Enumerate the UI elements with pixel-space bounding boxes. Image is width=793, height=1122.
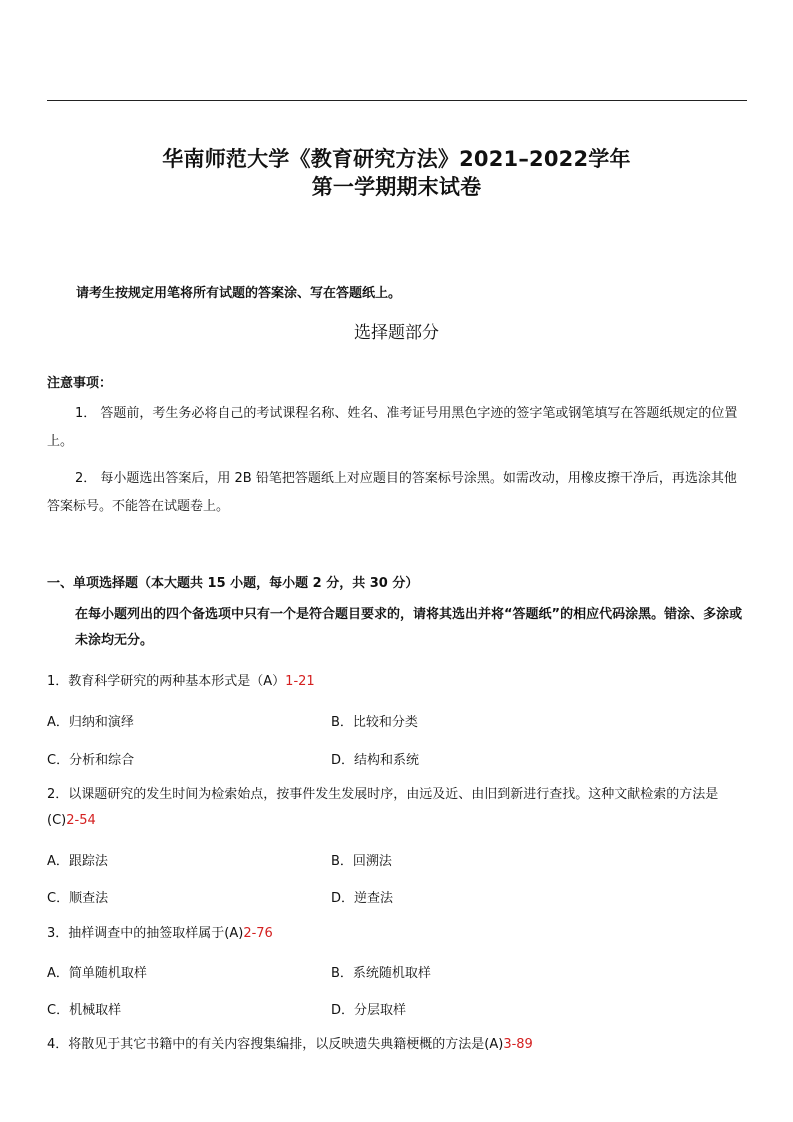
- question-4-ref: 3-89: [503, 1037, 533, 1052]
- question-1-option-d: D．结构和系统: [331, 753, 420, 768]
- answer-instruction: 请考生按规定用笔将所有试题的答案涂、写在答题纸上。: [76, 286, 402, 301]
- question-2-option-c: C．顺查法: [47, 891, 109, 906]
- question-1-ref: 1-21: [285, 674, 315, 689]
- question-2-option-d: D．逆查法: [331, 891, 394, 906]
- question-3-stem: 3．抽样调查中的抽签取样属于(A): [47, 926, 244, 941]
- part1-description: 在每小题列出的四个备选项中只有一个是符合题目要求的，请将其选出并将“答题纸”的相应代码涂黑。错涂、多涂或未涂均无分。: [75, 607, 743, 648]
- notice-item-1: 1． 答题前，考生务必将自己的考试课程名称、姓名、准考证号用黑色字迹的签字笔或钢笔填写在答题纸规定的位置上。: [47, 406, 738, 449]
- question-1-option-c: C．分析和综合: [47, 753, 135, 768]
- question-4: [47, 1032, 747, 1058]
- exam-title-line2: 第一学期期末试卷: [311, 175, 482, 199]
- notice-heading: 注意事项：: [47, 376, 113, 391]
- question-3-option-a: A．简单随机取样: [47, 966, 147, 981]
- question-2: [47, 782, 747, 834]
- question-3-option-d: D．分层取样: [331, 1003, 407, 1018]
- question-1-option-a: A．归纳和演绎: [47, 715, 134, 730]
- section-title: 选择题部分: [354, 323, 439, 343]
- question-2-option-a: A．跟踪法: [47, 854, 108, 869]
- question-1-stem: 1．教育科学研究的两种基本形式是（A）: [47, 674, 286, 689]
- notice-item-2: 2． 每小题选出答案后，用 2B 铅笔把答题纸上对应题目的答案标号涂黑。如需改动，用橡皮擦干净后，再选涂其他答案标号。不能答在试题卷上。: [47, 471, 737, 514]
- question-3-ref: 2-76: [243, 926, 273, 941]
- question-3: [47, 921, 747, 947]
- question-2-stem: 2．以课题研究的发生时间为检索始点，按事件发生发展时序，由远及近、由旧到新进行查找。这种文献检索的方法是 (C): [47, 787, 719, 828]
- question-1-option-b: B．比较和分类: [331, 715, 418, 730]
- question-2-ref: 2-54: [66, 813, 96, 828]
- exam-title-line1: 华南师范大学《教育研究方法》2021–2022学年: [162, 147, 631, 171]
- question-4-stem: 4．将散见于其它书籍中的有关内容搜集编排，以反映遗失典籍梗概的方法是(A): [47, 1037, 504, 1052]
- part1-heading: 一、单项选择题（本大题共 15 小题，每小题 2 分，共 30 分）: [47, 576, 419, 591]
- header-rule: [47, 100, 747, 101]
- question-1: [47, 669, 747, 695]
- question-3-option-b: B．系统随机取样: [331, 966, 431, 981]
- question-3-option-c: C．机械取样: [47, 1003, 122, 1018]
- question-2-option-b: B．回溯法: [331, 854, 392, 869]
